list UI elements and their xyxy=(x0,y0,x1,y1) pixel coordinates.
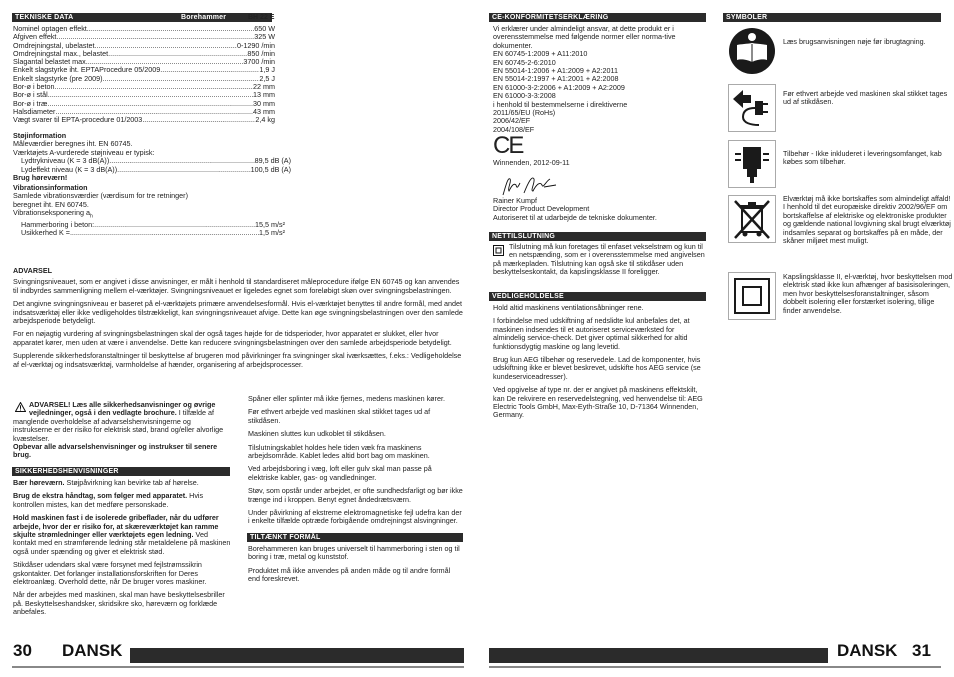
maintenance-paragraph: I forbindelse med udskiftning af nedslidte kul anbefales det, at maskinen indsendes til et autoriseret serviceværksted for almindelig service-check. Det giver optimal sikkerhed for altid funktionsdygtig maskine og lang levetid. xyxy=(493,316,690,351)
spec-row: Enkelt slagstyrke iht. EPTAProcedure 05/2009 ..... 1,9 J xyxy=(13,66,275,74)
vibration-title: Vibrationsinformation xyxy=(13,183,88,192)
footer-rule-left xyxy=(12,666,464,668)
mains-section xyxy=(493,243,705,277)
intended-paragraph: Borehammeren kan bruges universelt til hammerboring i sten og til boring i træ, metal og kunststof. xyxy=(248,544,460,562)
advarsel-paragraph: For en nøjagtig vurdering af svingningsbelastningen skal der også tages højde for de tidsperioder, hvor apparatet er slukket, eller hvor apparatet kører, men uden at være i anvendelse. Dette kan reducere svingningsbelastningen over den samlede arbejdsperiode betydeligt. xyxy=(13,329,452,347)
intended-use-section xyxy=(248,545,463,589)
noise-info xyxy=(13,132,291,182)
accessory-not-included-icon xyxy=(728,140,776,188)
safety-paragraph: Maskinen sluttes kun udkoblet til stikdåsen. xyxy=(248,429,386,439)
footer-rule-right xyxy=(489,666,941,668)
advarsel-paragraph: Det angivne svingningsniveau er baseret på el-værktøjets primære anvendelsesformål. Hvis el-værktøjet benyttes til andre formål, med andet indsatsværktøj eller ikke vedligeholdes tilstrækkeligt, kan svingningsniveauet afvige. Dette kan øge svingningsbelastningen over den samlede arbejdsperiode betydeligt. xyxy=(13,299,463,326)
ce-directive: 2011/65/EU (RoHs) xyxy=(493,108,556,118)
maintenance-paragraph: Brug kun AEG tilbehør og reservedele. Lad de komponenter, hvis udskiftning ikke er blevet beskrevet, udskifte hos AEG service (se kundeserviceadresser). xyxy=(493,355,701,381)
ce-directive: 2006/42/EF xyxy=(493,116,531,126)
safety-paragraph: Ved arbejdsboring i væg, loft eller gulv skal man passe på elektriske kabler, gas- og vandledninger. xyxy=(248,464,432,482)
spec-row: Vægt svarer til EPTA-procedure 01/2003 ..... 2,4 kg xyxy=(13,116,275,124)
ce-norm: EN 61000-3-3:2008 xyxy=(493,91,556,101)
ce-intro: Vi erklærer under almindeligt ansvar, at dette produkt er i overensstemmelse med følgende normer eller norma-tive dokumenter. xyxy=(493,24,676,50)
maintenance-paragraph: Hold altid maskinens ventilationsåbninger rene. xyxy=(493,303,644,312)
safety-paragraph: Brug de ekstra håndtag, som følger med apparatet. Hvis kontrollen mistes, kan det medføre personskade. xyxy=(13,491,204,509)
language-left: DANSK xyxy=(62,641,123,660)
mains-text: Tilslutning må kun foretages til enfaset vekselstrøm og kun til en netspænding, som er i overensstemmelse med angivelsen på mærkepladen. Tilslutning kan også ske til stikdåser uden beskyttelseskontakt, da kapslingsklasse II foreligger. xyxy=(493,242,705,277)
safety-section xyxy=(13,479,231,622)
ce-norm: EN 60745-1:2009 + A11:2010 xyxy=(493,49,588,59)
advarsel-title: ADVARSEL xyxy=(13,266,53,275)
advarsel-section xyxy=(13,267,463,374)
spec-row: Halsdiameter ..... 43 mm xyxy=(13,108,275,116)
class-ii-icon xyxy=(728,272,776,320)
safety-paragraph: Hold maskinen fast i de isolerede gribeflader, når du udfører arbejde, hvor der er risiko for, at skæreværktøjet kan ramme skjulte strømledninger eller værktøjets egen ledning. Ved kontakt med en strømførende ledning står metaldelene på maskinen også under spænding og giver et elektrisk stød. xyxy=(13,513,231,556)
warning-text-bold: ADVARSEL! Læs alle sikkerhedsanvisninger og øvrige vejledninger, også i den vedlagte brochure. xyxy=(29,400,216,418)
maintenance-section xyxy=(493,304,705,425)
spec-row: Omdrejningstal max., belastet ..... 850 /min xyxy=(13,50,275,58)
intended-paragraph: Produktet må ikke anvendes på anden måde og til andre formål end foreskrevet. xyxy=(248,565,451,584)
ce-norm: EN 55014-2:1997 + A1:2001 + A2:2008 xyxy=(493,74,619,84)
ce-norm: EN 60745-2-6:2010 xyxy=(493,57,556,67)
vibration-line: beregnet iht. EN 60745. xyxy=(13,199,89,209)
advarsel-paragraph: Supplerende sikkerhedsforanstaltninger til beskyttelse af brugeren mod påvirkninger fra svingninger skal iværksættes, f.eks.: Vedligeholdelse af el-værktøj og indsatsværktøj, varmholdelse af hænder, organisering af arbejdsprocesser. xyxy=(13,351,462,369)
warning-keep-text: Opbevar alle advarselshenvisninger og instrukser til senere brug. xyxy=(13,442,218,460)
spec-row: Slagantal belastet max. ..... 3700 /min xyxy=(13,58,275,66)
symbol-text: Før ethvert arbejde ved maskinen skal stikket tages ud af stikdåsen. xyxy=(783,89,948,107)
safety-paragraph: Når der arbejdes med maskinen, skal man have beskyttelsesbriller på. Beskyttelseshandsker, skridsikre sko, høreværn og forklæde anbefales. xyxy=(13,590,225,617)
safety-paragraph: Før ethvert arbejde ved maskinen skal stikket tages ud af stikdåsen. xyxy=(248,407,431,425)
advarsel-paragraph: Svingningsniveauet, som er angivet i disse anvisninger, er målt i henhold til standardiseret måleprocedure ifølge EN 60745 og kan anvendes til indbyrdes sammenligning mellem el-værktøjer. Svingningsniveauet er ligeledes egnet som foreløbigt skøn over svingningsbelastningen. xyxy=(13,277,460,295)
spec-row: Bor-ø i beton ..... 22 mm xyxy=(13,83,275,91)
ce-authorisation: Autoriseret til at udarbejde de tekniske dokumenter. xyxy=(493,213,657,222)
symbols-header: SYMBOLER xyxy=(723,13,941,22)
page-number-left: 30 xyxy=(13,641,32,660)
noise-title: Støjinformation xyxy=(13,131,67,140)
ce-mark-icon: CE xyxy=(493,132,523,159)
spec-list xyxy=(13,25,275,125)
noise-line: Måleværdier beregnes iht. EN 60745. xyxy=(13,139,133,149)
warning-triangle-icon xyxy=(15,402,26,412)
vibration-row: Hammerboring i beton: ..... 15,5 m/s² xyxy=(13,221,285,229)
tech-data-header xyxy=(12,13,275,22)
spec-row: Bor-ø i stål ..... 13 mm xyxy=(13,91,275,99)
maintenance-header: VEDLIGEHOLDELSE xyxy=(489,292,706,301)
safety-paragraph: Stikdåser udendørs skal være forsynet med fejlstrømssikrin gskontakter. Det forlanger installationsforskriften for Deres elektroanlæg. Overhold dette, når De bruger vores maskiner. xyxy=(13,560,207,587)
ce-directive: 2004/108/EF xyxy=(493,124,535,134)
symbol-text: Læs brugsanvisningen nøje før ibrugtagning. xyxy=(783,37,926,46)
read-manual-icon xyxy=(728,27,776,75)
safety-warning xyxy=(13,401,231,460)
vibration-line: Vibrationseksponering $a_h$ xyxy=(13,208,93,220)
maintenance-paragraph: Ved opgivelse af type nr. der er angivet på maskinens effektskilt, kan De rekvirere en reservedelstegning, ved henvendelse til: AEG Electric Tools GmbH, Max-Eyth-Straße 10, D-71364 Winnenden, Germany. xyxy=(493,385,703,420)
class-ii-small-icon xyxy=(493,245,504,256)
warning-text: I tilfælde af manglende overholdelse af advarselshenvisningerne og instrukserne er der risiko for elektrisk stød, brand og/eller alvorlige kvæstelser. xyxy=(13,408,224,443)
product-name: Borehammer xyxy=(181,14,227,21)
ce-place-date: Winnenden, 2012-09-11 xyxy=(493,158,570,167)
tech-data-title: TEKNISKE DATA xyxy=(15,14,74,21)
safety-paragraph: Støv, som opstår under arbejdet, er ofte sundhedsfarligt og bør ikke trænge ind i kroppen. Benyt egnet åndedrætsværn. xyxy=(248,486,463,504)
ce-norm: EN 61000-3-2:2006 + A1:2009 + A2:2009 xyxy=(493,82,625,92)
spec-row: Afgiven effekt ..... 325 W xyxy=(13,33,275,41)
safety-header: SIKKERHEDSHENVISNINGER xyxy=(12,467,230,476)
spec-row: Nominel optagen effekt ..... 650 W xyxy=(13,25,275,33)
safety-column-2 xyxy=(248,395,463,531)
spec-row: Omdrejningstal, ubelastet ..... 0-1290 /min xyxy=(13,42,275,50)
language-right: DANSK xyxy=(837,641,898,660)
signatory-role: Director Product Development xyxy=(493,204,590,213)
noise-warning: Brug høreværn! xyxy=(13,172,68,182)
ce-header: CE-KONFORMITETSERKLÆRING xyxy=(489,13,706,22)
ce-section xyxy=(493,25,705,134)
safety-paragraph: Under påvirkning af ekstreme elektromagnetiske fejl udefra kan der i enkelte tilfælde optræde forbigående omdrejningst alsvingninger. xyxy=(248,508,462,526)
noise-row: Lydeffekt niveau (K = 3 dB(A)) ..... 100,5 dB (A) xyxy=(13,166,291,174)
ce-directive-intro: i henhold til bestemmelserne i direktiverne xyxy=(493,99,628,109)
symbol-text: Kapslingsklasse II, el-værktøj, hvor beskyttelsen mod elektrisk stød ikke kun afhænger af basisisoleringen, men hvor beskyttelsesforanstaltninger, såsom dobbelt isolering eller forstærket isolering, tillige finder anvendelse. xyxy=(783,272,953,315)
noise-line: Værktøjets A-vurderede støjniveau er typisk: xyxy=(13,147,155,157)
symbol-text: Elværktøj må ikke bortskaffes som almindeligt affald! I henhold til det europæiske direktiv 2002/96/EF om bortskaffelse af elektriske og elektroniske produkter og gældende national lovgivning skal brugt elværktøj indsamles separat og bortskaffes på en måde, der skåner miljøet mest muligt. xyxy=(783,194,951,246)
vibration-info xyxy=(13,184,285,238)
signatory-name: Rainer Kumpf xyxy=(493,196,537,205)
noise-row: Lydtrykniveau (K = 3 dB(A)) ..... 89,5 dB (A) xyxy=(13,157,291,165)
vibration-row: Usikkerhed K = ..... 1,5 m/s² xyxy=(13,229,285,237)
mains-header: NETTILSLUTNING xyxy=(489,232,706,241)
safety-paragraph: Spåner eller splinter må ikke fjernes, medens maskinen kører. xyxy=(248,394,445,403)
model-name: BH 22 E xyxy=(248,14,275,21)
safety-paragraph: Bær høreværn. Støjpåvirkning kan bevirke tab af hørelse. xyxy=(13,478,199,487)
symbol-text: Tilbehør - Ikke inkluderet i leveringsomfanget, kab købes som tilbehør. xyxy=(783,149,942,167)
safety-paragraph: Tilslutningskablet holdes hele tiden væk fra maskinens arbejdsområde. Kablet ledes altid bort bag om maskinen. xyxy=(248,442,430,461)
spec-row: Bor-ø i træ ..... 30 mm xyxy=(13,100,275,108)
page-number-right: 31 xyxy=(912,641,931,660)
unplug-icon xyxy=(728,84,776,132)
ce-norm: EN 55014-1:2006 + A1:2009 + A2:2011 xyxy=(493,66,618,76)
intended-use-header: TILTÆNKT FORMÅL xyxy=(247,533,463,542)
weee-bin-icon xyxy=(728,195,776,243)
spec-row: Enkelt slagstyrke (pre 2009) ..... 2,5 J xyxy=(13,75,275,83)
vibration-line: Samlede vibrationsværdier (værdisum for tre retninger) xyxy=(13,191,188,201)
